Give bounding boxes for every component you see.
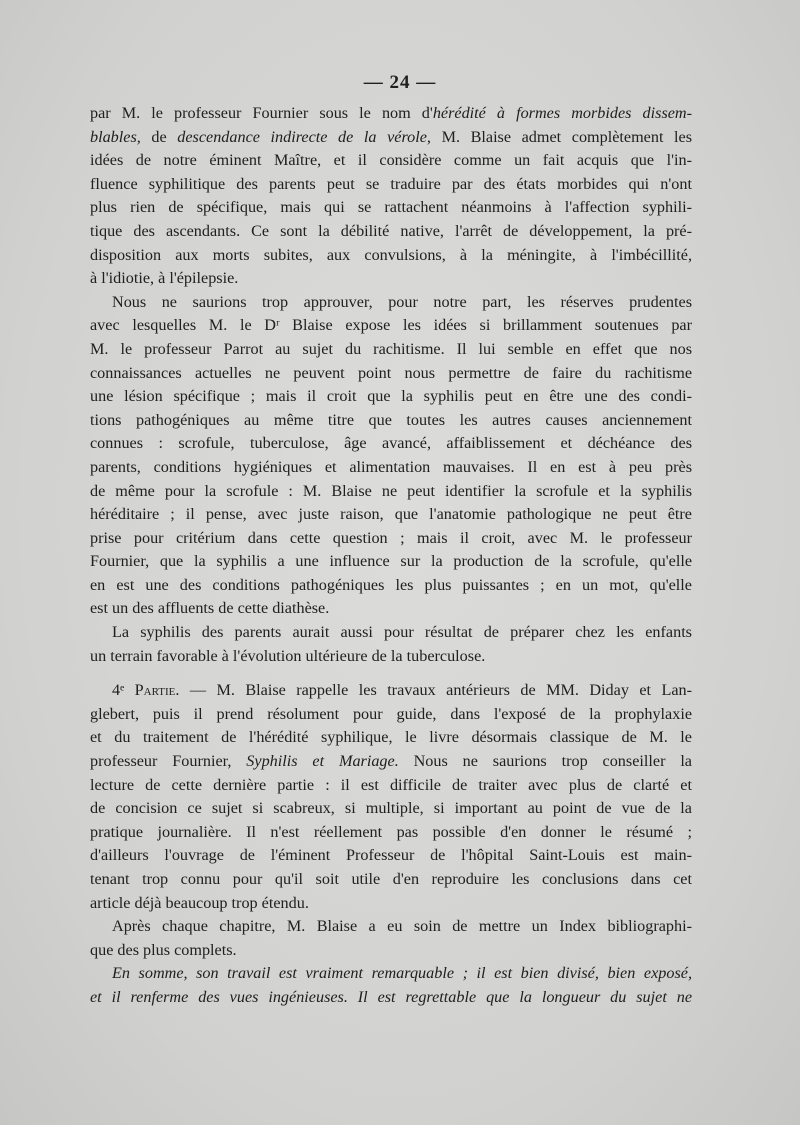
text-line [90, 892, 692, 916]
text-segment: et il renferme des vues ingénieuses. Il est regrettable que la longueur du sujet ne [90, 987, 692, 1006]
text-line [90, 456, 692, 480]
text-segment: plus rien de spécifique, mais qui se rattachent néanmoins à l'affection syphili- [90, 198, 692, 217]
text-segment: hérédité à formes morbides dissem- [432, 104, 692, 122]
text-segment: descendance indirecte de la vérole, [177, 127, 431, 146]
text-line [90, 774, 692, 798]
text-line [90, 797, 692, 821]
text-segment: tions pathogéniques au même titre que toutes les autres causes anciennement [90, 410, 692, 429]
text-line [90, 939, 692, 963]
text-segment: une lésion spécifique ; mais il croit que la syphilis peut en être une des condi- [90, 387, 692, 406]
text-line [90, 645, 692, 669]
text-segment: pratique journalière. Il n'est réellement pas possible d'en donner le résumé ; [90, 822, 692, 841]
text-segment: de concision ce sujet si scabreux, si multiple, si important au point de vue de la [90, 799, 692, 818]
text-line [90, 550, 692, 574]
text-line [90, 432, 692, 456]
text-segment: de même pour la scrofule : M. Blaise ne peut identifier la scrofule et la syphilis [90, 481, 692, 500]
text-segment: blables, [90, 127, 141, 146]
text-line [90, 621, 692, 645]
text-segment: La syphilis des parents aurait aussi pour résultat de préparer chez les enfants [112, 623, 692, 642]
text-segment: 4ᵉ [112, 681, 135, 700]
text-segment: M. Blaise admet complètement les [430, 127, 692, 146]
text-segment: et du traitement de l'hérédité syphilique, le livre désormais classique de M. le [90, 728, 692, 747]
text-line [90, 385, 692, 409]
text-line [90, 679, 692, 703]
text-line [90, 574, 692, 598]
text-line [90, 503, 692, 527]
text-line [90, 597, 692, 621]
text-segment: En somme, son travail est vraiment remarquable ; il est bien divisé, bien exposé, [112, 964, 692, 983]
text-segment: Nous ne saurions trop conseiller la [398, 752, 692, 771]
text-segment: professeur Fournier, [90, 752, 247, 771]
text-segment: disposition aux morts subites, aux convulsions, à la méningite, à l'imbécillité, [90, 245, 692, 264]
text-segment: connaissances actuelles ne peuvent point nous permettre de faire du rachitisme [90, 363, 692, 382]
text-segment: en est une des conditions pathogéniques les plus puissantes ; en un mot, qu'elle [90, 575, 692, 594]
text-line [90, 338, 692, 362]
text-line [90, 726, 692, 750]
text-segment: avec lesquelles M. le Dʳ Blaise expose les idées si brillamment soutenues par [90, 316, 692, 335]
text-line [90, 527, 692, 551]
text-line [90, 149, 692, 173]
text-line [90, 362, 692, 386]
text-line [90, 703, 692, 727]
text-segment: M. le professeur Parrot au sujet du rachitisme. Il lui semble en effet que nos [90, 339, 692, 358]
text-line [90, 102, 692, 126]
text-line [90, 314, 692, 338]
text-segment: Après chaque chapitre, M. Blaise a eu soin de mettre un Index bibliographi- [112, 917, 692, 936]
text-segment: connues : scrofule, tuberculose, âge avancé, affaiblissement et déchéance des [90, 434, 692, 453]
text-line [90, 291, 692, 315]
text-segment: que des plus complets. [90, 940, 237, 959]
text-line [90, 173, 692, 197]
text-segment: — M. Blaise rappelle les travaux antérieurs de MM. Diday et Lan- [179, 681, 692, 700]
text-segment: article déjà beaucoup trop étendu. [90, 893, 309, 912]
text-segment: à l'idiotie, à l'épilepsie. [90, 269, 239, 288]
page-number: — 24 — [363, 72, 437, 93]
text-segment: est un des affluents de cette diathèse. [90, 599, 330, 618]
text-segment: Partie. [134, 681, 180, 700]
body-text [90, 102, 692, 1010]
text-segment: tique des ascendants. Ce sont la débilité native, l'arrêt de développement, la pré- [90, 221, 692, 240]
text-line [90, 196, 692, 220]
text-line [90, 409, 692, 433]
text-line [90, 244, 692, 268]
text-segment: fluence syphilitique des parents peut se traduire par des états morbides qui n'ont [90, 174, 692, 193]
text-line [90, 915, 692, 939]
text-segment: par M. le professeur Fournier sous le nom d' [90, 104, 433, 122]
text-segment: lecture de cette dernière partie : il est difficile de traiter avec plus de clarté et [90, 775, 692, 794]
text-segment: un terrain favorable à l'évolution ultérieure de la tuberculose. [90, 646, 486, 665]
text-segment: Syphilis et Mariage. [246, 752, 399, 771]
text-segment: tenant trop connu pour qu'il soit utile d'en reproduire les conclusions dans cet [90, 870, 692, 888]
text-line [90, 750, 692, 774]
text-segment: Nous ne saurions trop approuver, pour notre part, les réserves prudentes [112, 292, 692, 311]
paragraph-gap [90, 668, 692, 679]
text-line [90, 480, 692, 504]
text-line [90, 962, 692, 986]
text-line [90, 220, 692, 244]
text-segment: idées de notre éminent Maître, et il considère comme un fait acquis que l'in- [90, 151, 692, 170]
text-line [90, 821, 692, 845]
text-segment: Fournier, que la syphilis a une influence sur la production de la scrofule, qu'elle [90, 552, 692, 571]
text-segment: parents, conditions hygiéniques et alimentation mauvaises. Il en est à peu près [90, 457, 692, 476]
text-segment: héréditaire ; il pense, avec juste raison, que l'anatomie pathologique ne peut être [90, 505, 692, 524]
text-line [90, 986, 692, 1010]
text-segment: d'ailleurs l'ouvrage de l'éminent Professeur de l'hôpital Saint-Louis est main- [90, 846, 692, 865]
text-segment: de [140, 127, 178, 146]
text-line [90, 868, 692, 892]
text-segment: prise pour critérium dans cette question ; mais il croit, avec M. le professeur [90, 528, 692, 547]
text-line [90, 126, 692, 150]
text-line [90, 844, 692, 868]
text-line [90, 267, 692, 291]
text-segment: glebert, puis il prend résolument pour guide, dans l'exposé de la prophylaxie [90, 704, 692, 723]
